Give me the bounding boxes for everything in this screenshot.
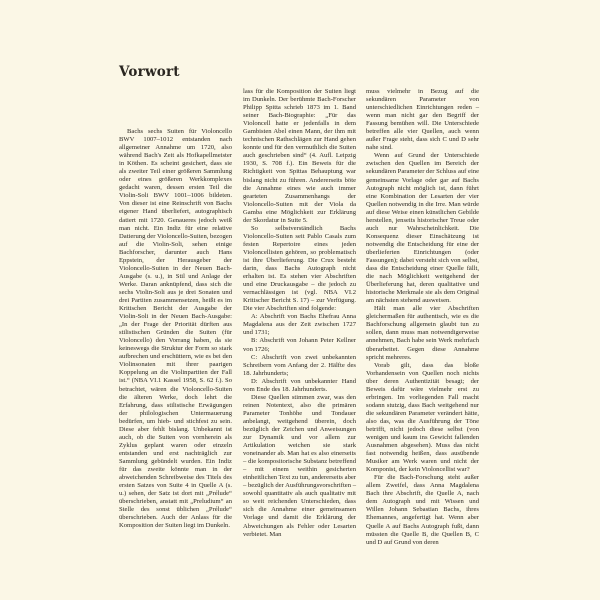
paragraph: Für die Bach-Forschung steht außer allem Zweifel, dass Anna Magdalena Bach ihre Abschrift, die Quelle A, nach dem Autograph und mit Wissen und Willen Johann Sebastian Bachs, ihres Ehemannes, angefertigt hat. Wenn aber Quelle A auf Bachs Autograph fußt, dann müssten die Quelle B, die Quellen B, C und D auf Grund von deren [366, 474, 479, 546]
text-column-2 [243, 88, 356, 539]
paragraph: Hält man alle vier Abschriften gleichermaßen für authentisch, wie es die Bachforschung allgemein glaubt tun zu sollen, dann muss man notwendigerweise annehmen, Bach habe sein Werk mehrfach überarbeitet. Gegen diese Annahme spricht mehreres. [366, 305, 479, 361]
paragraph: muss vielmehr in Bezug auf die sekundären Parameter von unterschiedlichen Einrichtungen reden – wenn man nicht gar den Begriff der Fassung bemühen will. Die Unterschiede betreffen alle vier Quellen, auch wenn außer Frage steht, dass sich C und D sehr nahe sind. [366, 88, 479, 152]
paragraph: So selbstverständlich Bachs Violoncello-Suiten seit Pablo Casals zum festen Repertoire eines jeden Violoncellisten gehören, so problematisch ist ihre Überlieferung. Die Crux besteht darin, dass Bachs Autograph nicht erhalten ist. Es stehen vier Abschriften und eine Druckausgabe – die jedoch zu vernachlässigen ist (vgl. NBA VI.2 Kritischer Bericht S. 17) – zur Verfügung. Die vier Abschriften sind folgende: [243, 224, 356, 313]
paragraph: Wenn auf Grund der Unterschiede zwischen den Quellen im Bereich der sekundären Parameter der Schluss auf eine gemeinsame Vorlage oder gar auf Bachs Autograph nicht möglich ist, dann führt eine Kombination der Lesarten der vier Quellen notwendig in die Irre. Man würde auf diese Weise einen künstlichen Gebilde herstellen, jenseits historischer Treue oder auch nur Wahrscheinlichkeit. Die Konsequenz dieser Einschätzung ist notwendig die Entscheidung für eine der überlieferten Einrichtungen (oder Fassungen); dabei versteht sich von selbst, dass die Entscheidung einer Quelle fällt, die nach Möglichkeit weitgehend der Überlieferung hat, deren qualitative und historische Merkmale sie als dem Original am nächsten stehend ausweisen. [366, 152, 479, 305]
paragraph: Vorab gilt, dass das bloße Vorhandensein von Quellen noch nichts über deren Authentizität besagt; der Beweis dafür wäre vielmehr erst zu erbringen. Im vorliegenden Fall macht sodann stutzig, dass Bach weitgehend nur die sekundären Parameter verändert hätte, also das, was die Ausführung der Töne betrifft, nicht jedoch diese selbst (von wenigen und kaum ins Gewicht fallenden Ausnahmen abgesehen). Muss das nicht fast notwendig heißen, dass ausübende Musiker am Werk waren und nicht der Komponist, der kein Violoncellist war? [366, 361, 479, 474]
text-column-1 [119, 128, 232, 530]
paragraph: B: Abschrift von Johann Peter Kellner von 1726; [243, 337, 356, 353]
paragraph: Diese Quellen stimmen zwar, was den reinen Notentext, also die primären Parameter Tonhöhe und Tondauer anbelangt, weitgehend überein, doch bezüglich der Zeichen und Anweisungen zur Dynamik und vor allem zur Artikulation weichen sie stark voneinander ab. Man hat es also einerseits – die kompositorische Substanz betreffend – mit einem weithin gesicherten einheitlichen Text zu tun, andererseits aber – bezüglich der Ausführungsvorschriften – sowohl quantitativ als auch qualitativ mit so weit reichenden Unterschieden, dass sich die Annahme einer gemeinsamen Vorlage und damit die Erklärung der Abweichungen als Fehler oder Lesarten verbietet. Man [243, 393, 356, 538]
text-column-3 [366, 88, 479, 547]
paragraph: Bachs sechs Suiten für Violoncello BWV 1007–1012 entstanden nach allgemeiner Annahme um 1720, also während Bach's Zeit als Hofkapellmeister in Köthen. Es scheint gesichert, dass sie als zweiter Teil einer größeren Sammlung oder eines größeren Werkkomplexes gedacht waren, dessen ersten Teil die Violin-Soli BWV 1001–1006 bildeten. Von dieser ist eine Reinschrift von Bachs eigener Hand überliefert, autographisch datiert mit 1720. Genaueres jedoch weiß man nicht. Ein Indiz für eine relative Datierung der Violoncello-Suiten, bezogen auf die Violin-Soli, sehen einige Bachforscher, darunter auch Hans Eppstein, der Herausgeber der Violoncello-Suiten in der Neuen Bach-Ausgabe (s. u.), in Stil und Anlage der Werke. Daran anknüpfend, dass sich die sechs Violin-Soli aus je drei Sonaten und drei Partiten zusammensetzen, heißt es im Kritischen Bericht der Ausgabe der Violin-Soli in der Neuen Bach-Ausgabe: „In der Frage der Priorität dürften aus stilistischen Gründen die Suiten (für Violoncello) den Vorrang haben, da sie keineswegs die Struktur der Form so stark aufbrechen und erschüttern, wie es bei den Violinsonaten mit ihrer paarigen Koppelung an die Violinpartiten der Fall ist.“ (NBA VI.1 Kassel 1958, S. 62 f.). So betrachtet, wären die Violoncello-Suiten die älteren Werke, doch lehrt die Erfahrung, dass stilistische Erwägungen der philologischen Untermauerung bedürfen, um hieb- und stichfest zu sein. Diese aber fehlt bislang. Unbekannt ist auch, ob die Suiten von vornherein als Zyklus geplant waren oder einzeln entstanden und erst nachträglich zur Sammlung gebündelt wurden. Ein Indiz für das zweite könnte man in der abweichenden Schreibweise des Titels des ersten Satzes von Suite 4 in Quelle A (s. u.) sehen, der Satz ist dort mit „Prélude“ überschrieben, anstatt mit „Preludium“ an Stelle des sonst üblichen „Prélude“ überschrieben. Auch der Anlass für die Komposition der Suiten liegt im Dunkeln. [119, 128, 233, 530]
paragraph: lass für die Komposition der Suiten liegt im Dunkeln. Der berühmte Bach-Forscher Philipp Spitta schrieb 1873 im 1. Band seiner Bach-Biographie: „Für das Violoncell hatte er jedenfalls in dem Gambisten Abel einen Mann, der ihm mit technischen Rathschlägen zur Hand gehen konnte und für den vermuthlich die Suiten auch geschrieben sind“ (4. Aufl. Leipzig 1930, S. 708 f.). Ein Beweis für die Richtigkeit von Spittas Behauptung war bislang nicht zu führen. Andererseits böte die Annahme eines wie auch immer gearteten Zusammenhangs der Violoncello-Suiten mit der Viola da Gamba eine Möglichkeit zur Erklärung der Skordatur in Suite 5. [243, 88, 356, 224]
paragraph: C: Abschrift von zwei unbekannten Schreibern vom Anfang der 2. Hälfte des 18. Jahrhunderts; [243, 353, 356, 377]
paragraph: D: Abschrift von unbekannter Hand vom Ende des 18. Jahrhunderts. [243, 377, 356, 393]
page-heading: Vorwort [119, 64, 180, 80]
paragraph: A: Abschrift von Bachs Ehefrau Anna Magdalena aus der Zeit zwischen 1727 und 1731; [243, 313, 356, 337]
